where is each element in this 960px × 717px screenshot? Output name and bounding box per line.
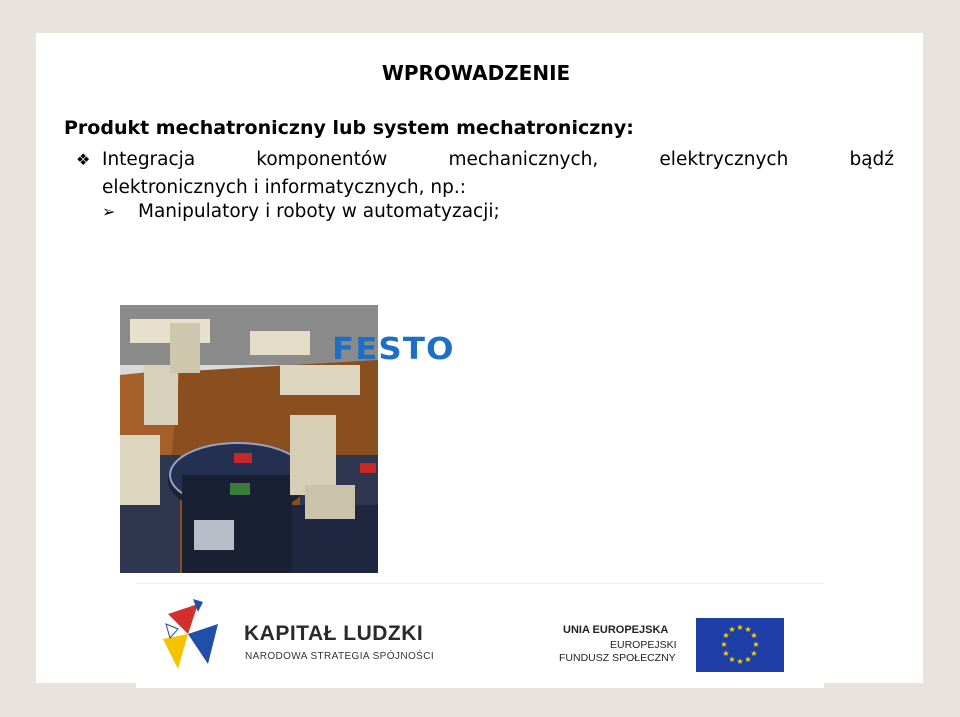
eu-text-line1: UNIA EUROPEJSKA (563, 624, 669, 636)
svg-text:★: ★ (750, 631, 758, 640)
svg-text:★: ★ (736, 623, 744, 632)
slide-title: WPROWADZENIE (381, 61, 571, 85)
bullet-text-line1: Integracja komponentów mechanicznych, elektrycznych bądź (102, 149, 894, 170)
festo-logo: FESTO (332, 332, 455, 367)
kapital-ludzki-logo-icon (158, 594, 228, 674)
footer-logos (136, 583, 824, 688)
arrow-bullet-icon: ➢ (102, 202, 116, 221)
bullet-text-line2: elektronicznych i informatycznych, np.: (102, 177, 466, 198)
svg-text:★: ★ (728, 655, 736, 664)
eu-text-line2: EUROPEJSKI (610, 639, 677, 651)
svg-text:★: ★ (722, 631, 730, 640)
subbullet-text: Manipulatory i roboty w automatyzacji; (138, 201, 500, 222)
slide (36, 33, 923, 683)
kapital-ludzki-subtitle: NARODOWA STRATEGIA SPÓJNOŚCI (245, 651, 435, 662)
diamond-bullet-icon: ❖ (76, 150, 91, 169)
svg-text:★: ★ (752, 640, 760, 649)
svg-text:★: ★ (750, 649, 758, 658)
kapital-ludzki-title: KAPITAŁ LUDZKI (244, 622, 424, 645)
svg-text:★: ★ (720, 640, 728, 649)
svg-text:★: ★ (722, 649, 730, 658)
svg-text:★: ★ (736, 657, 744, 666)
slide-heading: Produkt mechatroniczny lub system mechatroniczny: (64, 117, 634, 139)
svg-text:★: ★ (728, 625, 736, 634)
eu-text-line3: FUNDUSZ SPOŁECZNY (559, 652, 676, 664)
svg-text:★: ★ (744, 625, 752, 634)
svg-text:★: ★ (744, 655, 752, 664)
eu-flag-icon (696, 618, 784, 672)
